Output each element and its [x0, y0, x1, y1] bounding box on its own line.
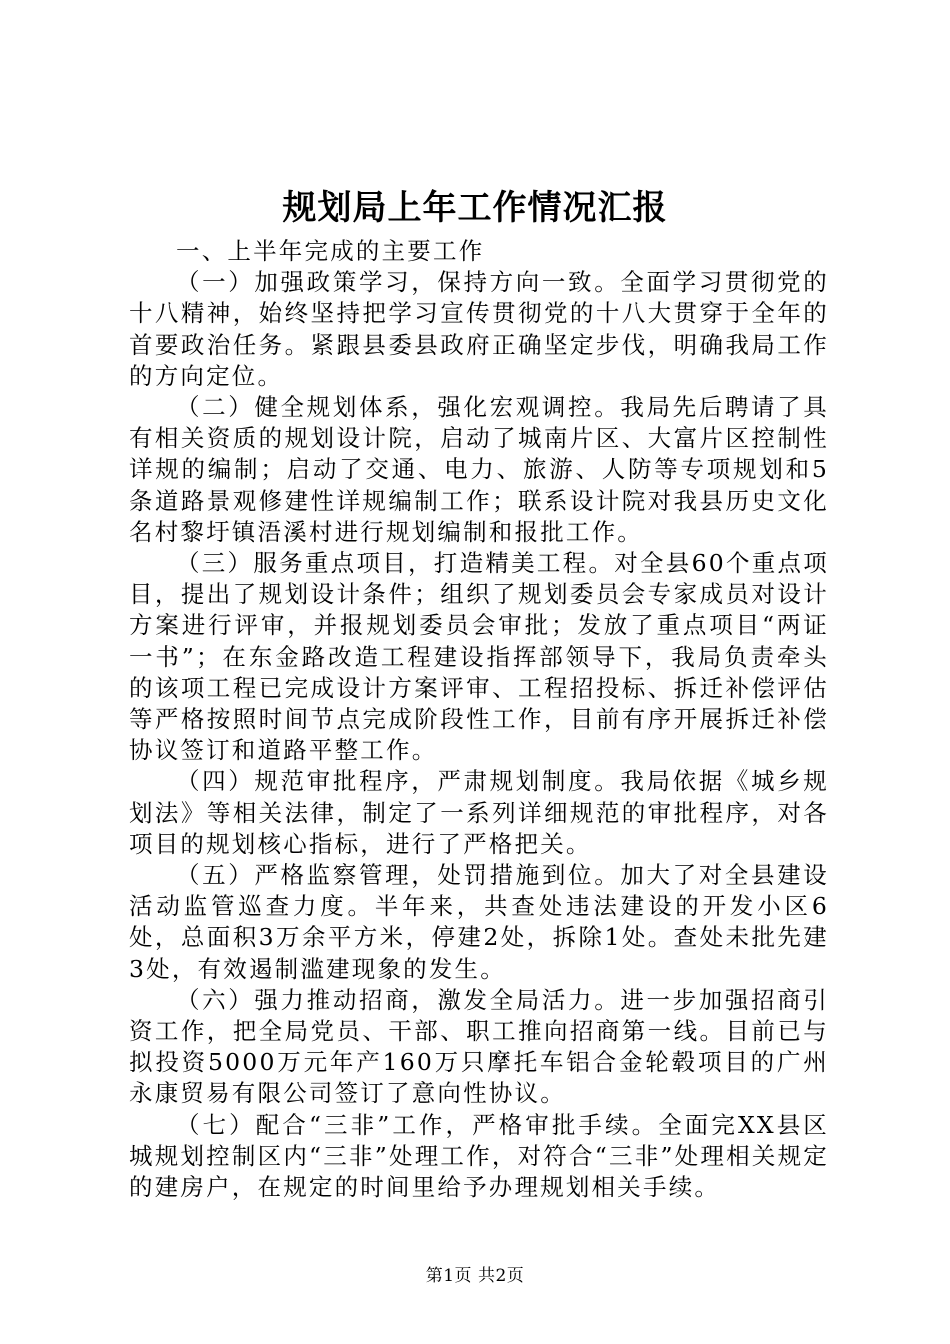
paragraph-3: （三）服务重点项目，打造精美工程。对全县60个重点项目，提出了规划设计条件；组织了规划委员会专家成员对设计方案进行评审，并报规划委员会审批；发放了重点项目“两证一书”；在东金路改造工程建设指挥部领导下，我局负责牵头的该项工程已完成设计方案评审、工程招投标、拆迁补偿评估等严格按照时间节点完成阶段性工作，目前有序开展拆迁补偿协议签订和道路平整工作。	[129, 549, 829, 765]
page-footer: 第1页 共2页	[425, 1266, 525, 1286]
paragraph-4: （四）规范审批程序，严肃规划制度。我局依据《城乡规划法》等相关法律，制定了一系列详细规范的审批程序，对各项目的规划核心指标，进行了严格把关。	[129, 767, 829, 858]
paragraph-6: （六）强力推动招商，激发全局活力。进一步加强招商引资工作，把全局党员、干部、职工推向招商第一线。目前已与拟投资5000万元年产160万只摩托车铝合金轮毂项目的广州永康贸易有限公司签订了意向性协议。	[129, 985, 829, 1108]
document-title: 规划局上年工作情况汇报	[282, 188, 668, 228]
section-heading: 一、上半年完成的主要工作	[176, 237, 485, 265]
paragraph-1: （一）加强政策学习，保持方向一致。全面学习贯彻党的十八精神，始终坚持把学习宣传贯彻党的十八大贯穿于全年的首要政治任务。紧跟县委县政府正确坚定步伐，明确我局工作的方向定位。	[129, 268, 829, 390]
paragraph-7: （七）配合“三非”工作，严格审批手续。全面完XX县区城规划控制区内“三非”处理工作，对符合“三非”处理相关规定的建房户，在规定的时间里给予办理规划相关手续。	[129, 1110, 829, 1202]
paragraph-2: （二）健全规划体系，强化宏观调控。我局先后聘请了具有相关资质的规划设计院，启动了城南片区、大富片区控制性详规的编制；启动了交通、电力、旅游、人防等专项规划和5条道路景观修建性详规编制工作；联系设计院对我县历史文化名村黎圩镇浯溪村进行规划编制和报批工作。	[129, 393, 829, 546]
paragraph-5: （五）严格监察管理，处罚措施到位。加大了对全县建设活动监管巡查力度。半年来，共查处违法建设的开发小区6处，总面积3万余平方米，停建2处，拆除1处。查处未批先建3处，有效遏制滥建现象的发生。	[129, 861, 829, 983]
document-body	[129, 236, 829, 1203]
